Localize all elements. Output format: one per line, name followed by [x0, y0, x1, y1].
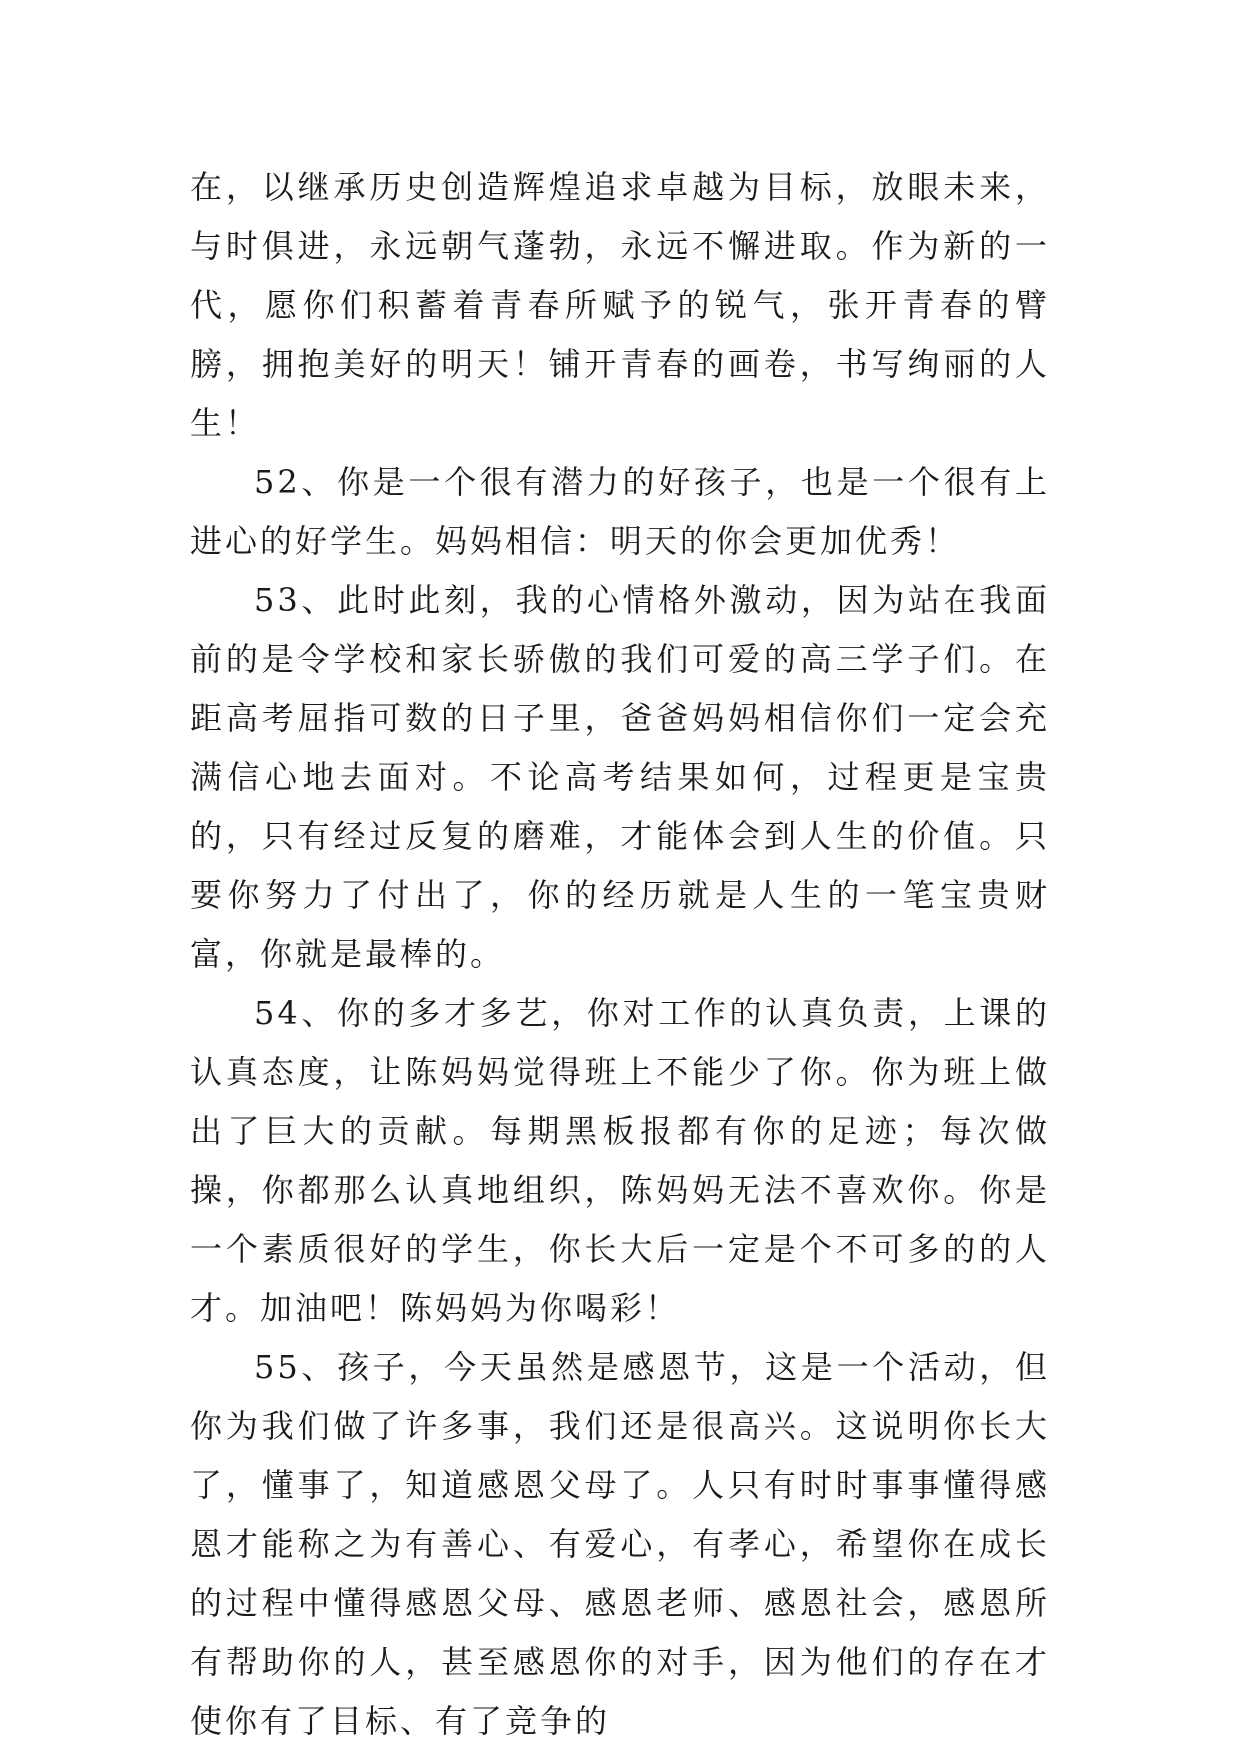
document-body — [190, 158, 1050, 1751]
paragraph-item-54: 54、你的多才多艺，你对工作的认真负责，上课的认真态度，让陈妈妈觉得班上不能少了你。你为班上做出了巨大的贡献。每期黑板报都有你的足迹；每次做操，你都那么认真地组织，陈妈妈无法不喜欢你。你是一个素质很好的学生，你长大后一定是个不可多的的人才。加油吧！陈妈妈为你喝彩！ — [190, 994, 1050, 1327]
paragraph-item-53: 53、此时此刻，我的心情格外激动，因为站在我面前的是令学校和家长骄傲的我们可爱的高三学子们。在距高考屈指可数的日子里，爸爸妈妈相信你们一定会充满信心地去面对。不论高考结果如何，过程更是宝贵的，只有经过反复的磨难，才能体会到人生的价值。只要你努力了付出了，你的经历就是人生的一笔宝贵财富，你就是最棒的。 — [190, 581, 1050, 973]
paragraph-item-55: 55、孩子，今天虽然是感恩节，这是一个活动，但你为我们做了许多事，我们还是很高兴。这说明你长大了，懂事了，知道感恩父母了。人只有时时事事懂得感恩才能称之为有善心、有爱心，有孝心，希望你在成长的过程中懂得感恩父母、感恩老师、感恩社会，感恩所有帮助你的人，甚至感恩你的对手，因为他们的存在才使你有了目标、有了竞争的 — [190, 1348, 1050, 1740]
paragraph-item-52: 52、你是一个很有潜力的好孩子，也是一个很有上进心的好学生。妈妈相信：明天的你会更加优秀！ — [190, 463, 1050, 560]
paragraph-continuation: 在，以继承历史创造辉煌追求卓越为目标，放眼未来，与时俱进，永远朝气蓬勃，永远不懈进取。作为新的一代，愿你们积蓄着青春所赋予的锐气，张开青春的臂膀，拥抱美好的明天！铺开青春的画卷，书写绚丽的人生！ — [190, 168, 1050, 442]
